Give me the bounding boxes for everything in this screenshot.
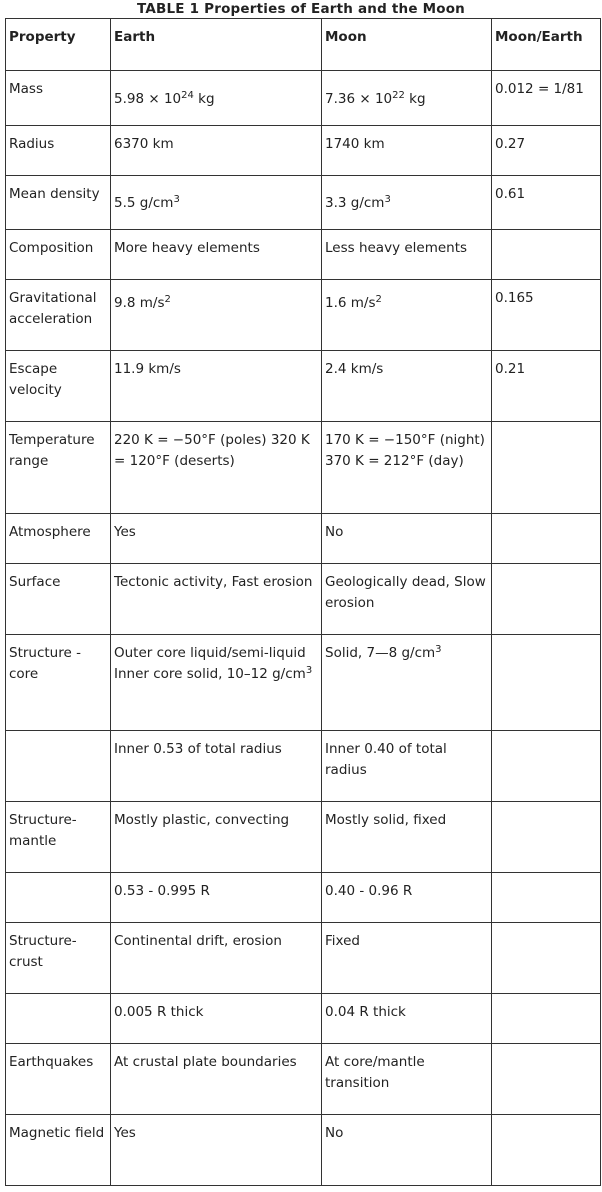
cell-ratio	[492, 422, 601, 514]
cell-ratio: 0.012 = 1/81	[492, 71, 601, 126]
cell-earth: Outer core liquid/semi-liquid Inner core solid, 10–12 $g/cm^3$	[111, 635, 322, 731]
header-earth: Earth	[111, 19, 322, 71]
cell-moon: 0.40 - 0.96 R	[322, 873, 492, 923]
table-row	[6, 994, 601, 1044]
cell-property: Composition	[6, 230, 111, 280]
cell-property: Escape velocity	[6, 351, 111, 422]
cell-property: Surface	[6, 564, 111, 635]
cell-earth: Yes	[111, 514, 322, 564]
cell-earth: 5.5 $g/cm^3$	[111, 176, 322, 230]
cell-moon: At core/mantle transition	[322, 1044, 492, 1115]
cell-earth: Inner 0.53 of total radius	[111, 731, 322, 802]
cell-earth: Yes	[111, 1115, 322, 1186]
table-title: TABLE 1 Properties of Earth and the Moon	[137, 1, 465, 17]
properties-table	[5, 18, 601, 1186]
cell-moon: 170 K = −150°F (night) 370 K = 212°F (day)	[322, 422, 492, 514]
header-ratio: Moon/Earth	[492, 19, 601, 71]
table-row	[6, 873, 601, 923]
cell-earth: 9.8 $m/s^2$	[111, 280, 322, 351]
table-row	[6, 280, 601, 351]
table-row	[6, 514, 601, 564]
cell-ratio: 0.165	[492, 280, 601, 351]
header-moon: Moon	[322, 19, 492, 71]
cell-moon: 1.6 $m/s^2$	[322, 280, 492, 351]
cell-moon: Fixed	[322, 923, 492, 994]
cell-ratio	[492, 230, 601, 280]
cell-moon: $7.36 \times 10^{22}$ kg	[322, 71, 492, 126]
table-row	[6, 1115, 601, 1186]
cell-earth: At crustal plate boundaries	[111, 1044, 322, 1115]
cell-property: Earthquakes	[6, 1044, 111, 1115]
cell-ratio: 0.27	[492, 126, 601, 176]
header-row	[6, 19, 601, 71]
cell-earth: Continental drift, erosion	[111, 923, 322, 994]
cell-property	[6, 731, 111, 802]
cell-earth: 220 K = −50°F (poles) 320 K = 120°F (deserts)	[111, 422, 322, 514]
cell-ratio: 0.61	[492, 176, 601, 230]
cell-property: Atmosphere	[6, 514, 111, 564]
table-row	[6, 126, 601, 176]
cell-earth: 0.53 - 0.995 R	[111, 873, 322, 923]
cell-property: Mass	[6, 71, 111, 126]
cell-earth: Tectonic activity, Fast erosion	[111, 564, 322, 635]
cell-earth: More heavy elements	[111, 230, 322, 280]
cell-moon: 3.3 $g/cm^3$	[322, 176, 492, 230]
cell-earth: 0.005 R thick	[111, 994, 322, 1044]
cell-ratio: 0.21	[492, 351, 601, 422]
table-row	[6, 564, 601, 635]
table-row	[6, 230, 601, 280]
table-row	[6, 176, 601, 230]
cell-property: Temperature range	[6, 422, 111, 514]
cell-property: Radius	[6, 126, 111, 176]
header-property: Property	[6, 19, 111, 71]
table-row	[6, 1044, 601, 1115]
cell-ratio	[492, 1044, 601, 1115]
cell-property: Structure - core	[6, 635, 111, 731]
cell-property: Gravitational acceleration	[6, 280, 111, 351]
cell-ratio	[492, 564, 601, 635]
cell-ratio	[492, 731, 601, 802]
cell-moon: No	[322, 514, 492, 564]
cell-earth: Mostly plastic, convecting	[111, 802, 322, 873]
cell-moon: No	[322, 1115, 492, 1186]
cell-property: Magnetic field	[6, 1115, 111, 1186]
cell-property: Structure- crust	[6, 923, 111, 994]
table-row	[6, 635, 601, 731]
cell-property	[6, 873, 111, 923]
table-row	[6, 923, 601, 994]
cell-moon: Inner 0.40 of total radius	[322, 731, 492, 802]
cell-moon: 2.4 km/s	[322, 351, 492, 422]
cell-ratio	[492, 1115, 601, 1186]
table-row	[6, 422, 601, 514]
table-row	[6, 71, 601, 126]
cell-earth: 6370 km	[111, 126, 322, 176]
cell-moon: Less heavy elements	[322, 230, 492, 280]
table-row	[6, 802, 601, 873]
cell-moon: Solid, 7—8 $g/cm^3$	[322, 635, 492, 731]
cell-ratio	[492, 994, 601, 1044]
cell-earth: 11.9 km/s	[111, 351, 322, 422]
cell-ratio	[492, 873, 601, 923]
cell-moon: 1740 km	[322, 126, 492, 176]
table-row	[6, 731, 601, 802]
cell-property	[6, 994, 111, 1044]
cell-moon: Geologically dead, Slow erosion	[322, 564, 492, 635]
cell-moon: Mostly solid, fixed	[322, 802, 492, 873]
cell-moon: 0.04 R thick	[322, 994, 492, 1044]
table-row	[6, 351, 601, 422]
cell-property: Mean density	[6, 176, 111, 230]
cell-earth: $5.98 \times 10^{24}$ kg	[111, 71, 322, 126]
cell-property: Structure- mantle	[6, 802, 111, 873]
cell-ratio	[492, 635, 601, 731]
cell-ratio	[492, 514, 601, 564]
cell-ratio	[492, 802, 601, 873]
cell-ratio	[492, 923, 601, 994]
